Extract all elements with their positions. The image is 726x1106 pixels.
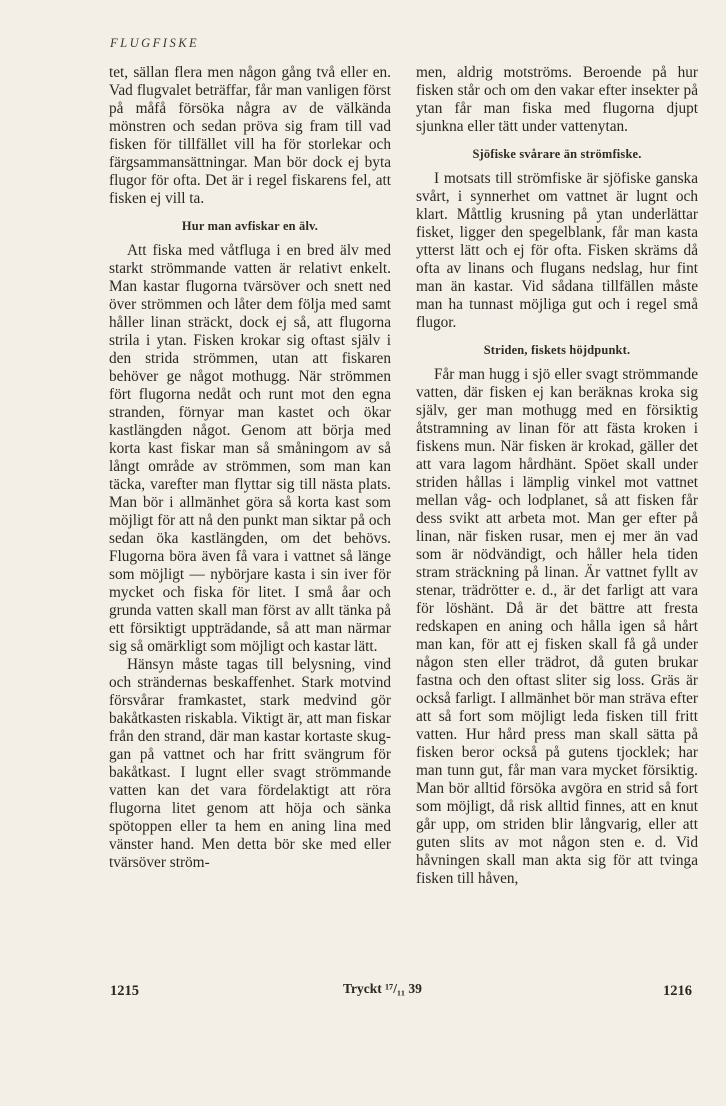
running-head: FLUGFISKE xyxy=(110,36,200,50)
right-heading-2: Striden, fiskets höjdpunkt. xyxy=(483,343,631,357)
print-date: Tryckt ¹⁷/₁₁ 39 xyxy=(343,981,422,996)
left-paragraph-3: Hänsyn måste tagas till belysning, vind och strändernas beskaffenhet. Stark motvind försvårar framkastet, stark medvind gör bakåtkasten riskabla. Viktigt är, att man fiskar från den strand, där man kastar kortaste skuggan på vattnet och har fritt svängrum för bakåtkast. I lugnt eller svagt strömmande vatten kan det vara fördelaktigt att röra flugorna litet genom att höja och sänka spötoppen eller ta hem en aning lina med vänster hand. Men detta bör ske med eller tvärsöver ström- xyxy=(109,656,391,871)
right-paragraph-3: Får man hugg i sjö eller svagt strömmande vatten, där fisken ej kan beräknas kroka sig själv, ger man mothugg med en försiktig åtstramning av linan för att fästa kroken i fiskens mun. När fisken är krokad, gäller det att vara lagom hårdhänt. Spöet skall under striden hållas i lämplig vinkel mot vattnet mellan våg- och lodplanet, så att fisken får dess svikt att arbeta mot. Man ger efter på linan, när fisken rusar, men ej mer än vad som är nödvändigt, och håller hela tiden stram sträckning på linan. Är vattnet fyllt av stenar, trädrötter e. d., är det farligt att vara för löshänt. Då är det bättre att fresta redskapen en aning och hålla igen så hårt man kan, för att ej fisken skall få gå under någon sten eller trädrot, då guten brukar fastna och den oftast sliter sig loss. Gräs är också farligt. I allmänhet bör man sträva efter att så fort som möjligt leda fisken till fritt vatten. Hur hård press man skall sätta på fisken beror också på gutens tjocklek; har man tunn gut, får man vara mycket försiktig. Man bör alltid försöka avgöra en strid så fort som möjligt, då risk alltid finnes, att en knut går upp, om striden blir långvarig, eller att guten slits av mot någon sten e. d. Vid håvningen skall man akta sig för att tvinga fisken till håven, xyxy=(416,366,698,887)
left-column xyxy=(109,64,391,872)
left-paragraph-2: Att fiska med våtfluga i en bred älv med starkt strömmande vatten är relativt enkelt. Man kastar flugorna tvärsöver och snett ned över strömmen och låter dem följa med samt håller linan sträckt, dock ej så, att flugorna strila i ytan. Fisken krokar sig oftast själv i den strida strömmen, utan att fiskaren behöver ge något mothugg. När strömmen fört flugorna nedåt och runt mot den egna stranden, förnyar man kastet och ökar kastlängden något. Genom att börja med korta kast fiskar man så småningom av så långt område av strömmen, som man kan täcka, varefter man flyttar sig till nästa plats. Man bör i allmänhet göra så korta kast som möjligt för att nå den punkt man siktar på och sedan öka kastlängden, om det behövs. Flugorna böra även få vara i vattnet så länge som möjligt — nybörjare kasta i sin iver för mycket och fiska för litet. I små åar och grunda vatten skall man först av allt tänka på ett försiktigt uppträdande, så att man närmar sig så omärkligt som möjligt och kastar lätt. xyxy=(109,242,391,655)
right-heading-1: Sjöfiske svårare än strömfiske. xyxy=(472,147,642,161)
right-paragraph-1: men, aldrig motströms. Beroende på hur fisken står och om den vakar efter insekter på ytan får man fiska med flugorna djupt sjunkna eller tätt under vattenytan. xyxy=(416,64,698,135)
page-number-right: 1216 xyxy=(663,983,692,999)
left-heading-1: Hur man avfiskar en älv. xyxy=(181,219,319,233)
page-number-left: 1215 xyxy=(110,983,139,999)
right-paragraph-2: I motsats till strömfiske är sjöfiske ganska svårt, i synnerhet om vattnet är lugnt och klart. Måttlig krusning på ytan underlättar fisket, ligger den spegelblank, får man kasta ytterst lätt och ej för ofta. Fisken skräms då ofta av linans och flugans nedslag, hur fint man än kastar. Vid sådana tillfällen måste man ha tunnast möjliga gut och i regel små flugor. xyxy=(416,170,698,331)
right-column xyxy=(416,64,698,888)
left-paragraph-1: tet, sällan flera men någon gång två eller en. Vad flugvalet beträffar, får man vanligen först på måfå försöka några av de välkända mönstren och sedan pröva sig fram till vad fisken för tillfället vill ha för storlekar och färgsammansättningar. Man bör dock ej byta flugor för ofta. Det är i regel fiskarens fel, att fisken ej vill ta. xyxy=(109,64,391,207)
